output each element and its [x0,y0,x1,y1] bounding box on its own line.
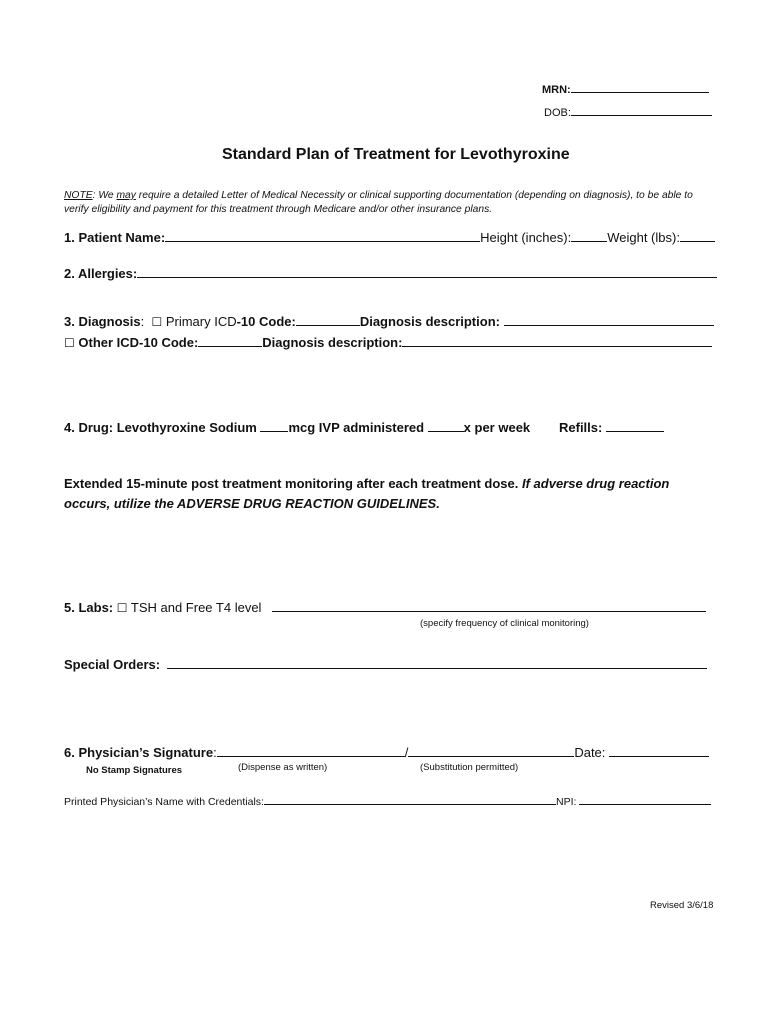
diagnosis-row-primary [64,314,714,329]
height-input-line[interactable] [571,240,607,242]
allergies-row [64,266,717,281]
diagnosis-label: 3. Diagnosis [64,314,141,329]
note-text-b: require a detailed Letter of Medical Necessity or clinical supporting documentation (depending on diagnosis), to be able to [135,190,693,201]
weight-input-line[interactable] [680,240,715,242]
labs-note: (specify frequency of clinical monitoring) [420,618,589,629]
other-diagnosis-desc-label: Diagnosis description: [262,335,403,350]
other-icd-code-input-line[interactable] [198,345,262,347]
dob-field [544,107,712,119]
refills-label: Refills: [559,420,606,435]
labs-row [64,600,706,615]
other-checkbox-icon[interactable]: ☐ [64,336,75,350]
weight-label: Weight (lbs): [607,230,680,245]
date-label: Date: [574,745,606,760]
signature-slash: / [404,745,409,760]
special-orders-input-line[interactable] [167,667,707,669]
height-label: Height (inches): [480,230,572,245]
patient-row [64,230,715,245]
note-line-2: verify eligibility and payment for this treatment through Medicare and/or other insurance plans. [64,204,493,215]
primary-checkbox-icon[interactable]: ☐ [151,315,163,329]
drug-dose-input-line[interactable] [260,430,288,432]
npi-input-line[interactable] [579,803,711,805]
monitoring-line-1 [64,476,669,491]
special-orders-row [64,657,707,672]
monitoring-text: Extended 15-minute post treatment monitoring after each treatment dose. [64,476,522,491]
printed-name-row [64,796,711,808]
printed-name-input-line[interactable] [264,803,556,805]
monitoring-italic-text: If adverse drug reaction [521,476,670,491]
special-orders-label: Special Orders: [64,657,161,672]
substitution-note: (Substitution permitted) [420,762,519,773]
note-line-1 [64,190,693,201]
printed-name-label: Printed Physician’s Name with Credentials: [64,796,264,808]
drug-label: 4. Drug: Levothyroxine Sodium [64,420,261,435]
note-label: NOTE [64,190,93,201]
patient-name-input-line[interactable] [165,240,480,242]
dob-label: DOB: [544,107,571,119]
note-colon: : [92,190,96,201]
signature-dispense-input-line[interactable] [217,755,405,757]
mrn-label: MRN: [542,84,571,96]
primary-icd-code-label: -10 Code: [236,314,296,329]
other-diagnosis-desc-input-line[interactable] [402,345,712,347]
allergies-input-line[interactable] [137,276,717,278]
drug-per-week-label: x per week [463,420,531,435]
primary-diagnosis-desc-label: Diagnosis description: [359,314,500,329]
drug-frequency-input-line[interactable] [428,430,464,432]
signature-substitution-input-line[interactable] [408,755,574,757]
mrn-field [542,84,709,96]
other-icd-code-label: Other ICD-10 Code: [74,335,199,350]
refills-field [559,420,664,435]
drug-row [64,420,530,435]
labs-frequency-input-line[interactable] [272,610,706,612]
dispense-note: (Dispense as written) [238,762,328,773]
signature-label: 6. Physician’s Signature [64,745,214,760]
monitoring-line-2: occurs, utilize the ADVERSE DRUG REACTION GUIDELINES. [64,496,440,511]
page-title: Standard Plan of Treatment for Levothyroxine [222,146,570,163]
signature-row [64,745,709,760]
no-stamp-note: No Stamp Signatures [86,765,183,776]
note-text-a: We [95,190,117,201]
labs-text: TSH and Free T4 level [127,600,262,615]
note-may: may [116,190,136,201]
diagnosis-colon: : [140,314,145,329]
allergies-label: 2. Allergies: [64,266,138,281]
labs-label: 5. Labs: [64,600,114,615]
signature-colon: : [213,745,217,760]
npi-label: NPI: [555,796,577,808]
date-input-line[interactable] [609,755,709,757]
primary-diagnosis-desc-input-line[interactable] [504,324,714,326]
diagnosis-row-other [64,335,712,350]
dob-input-line[interactable] [571,114,712,116]
patient-name-label: 1. Patient Name: [64,230,166,245]
drug-mcg-label: mcg IVP administered [288,420,428,435]
revised-date: Revised 3/6/18 [650,900,714,911]
labs-checkbox-icon[interactable]: ☐ [116,601,128,615]
primary-icd-code-input-line[interactable] [296,324,360,326]
primary-icd-prefix: Primary ICD [162,314,237,329]
mrn-input-line[interactable] [571,91,709,93]
refills-input-line[interactable] [606,430,664,432]
